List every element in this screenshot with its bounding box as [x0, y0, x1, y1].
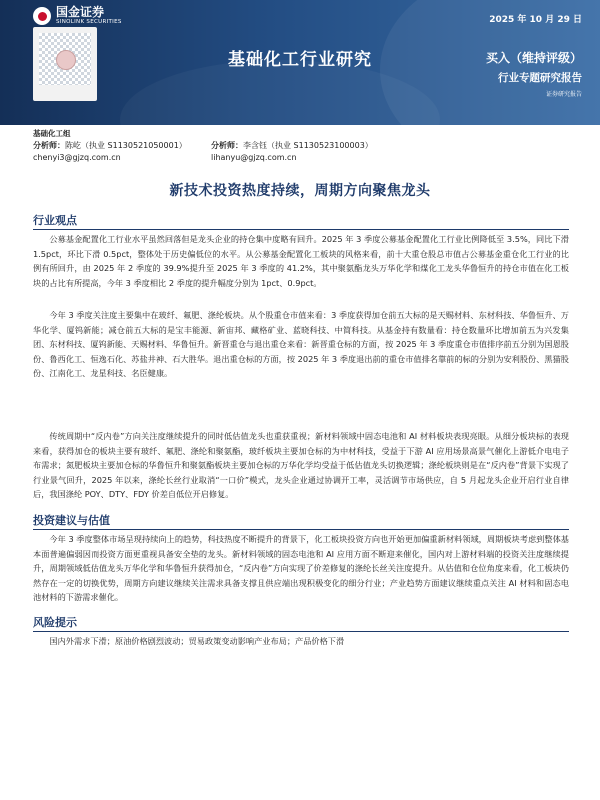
section-title-view: 行业观点: [33, 214, 77, 227]
paragraph: 传统周期中“反内卷”方向关注度继续提升的同时低估值龙头也重获重视；新材料领域中固态电池和 AI 材料板块表现亮眼。从细分板块标的表现来看，获得加仓的板块主要有玻纤、氟肥、涤纶和聚氨酯，玻纤板块主要加仓标的为中材科技，受益于下游 AI 应用场景高景气催化上游低介电电子布需求；氮肥板块主要加仓标的华鲁恒升和聚氨酯板块主要加仓标的万华化学均受益于低估值龙头切换逻辑；涤纶板块则是在“反内卷”背景下实现了行业景气回升，2025 年以来，涤纶长丝行业取消“一口价”模式，龙头企业通过协调开工率，灵活调节市场供应，自 5 月起龙头企业开启行业自律后，我国涤纶 POY、DTY、FDY 价差自低位开启修复。: [33, 431, 569, 500]
analyst-email[interactable]: chenyi3@gjzq.com.cn: [33, 153, 121, 162]
report-headline: 新技术投资热度持续，周期方向聚焦龙头: [169, 183, 431, 199]
paragraph: 今年 3 季度整体市场呈现持续向上的趋势，科技热度不断提升的背景下，化工板块投资方向也开始更加偏重新材料领域，周期板块考虑到整体基本面普遍偏弱因而投资方面更重视具备安全垫的龙头。新材料领域的固态电池和 AI 应用方面不断迎来催化，国内对上游材料端的投资关注度继续提升，周期领域低估值龙头万华化学和华鲁恒升获得加仓，“反内卷”方向实现了价差修复的涤纶长丝关注度提升。从估值和仓位角度来看，化工板块仍然存在一定的切换优势，周期方向建议继续关注需求具备支撑且供应端出现积极变化的细分行业；产业趋势方面建议继续重点关注 AI 材料和固态电池材料的下游需求催化。: [33, 534, 569, 603]
report-date: 2025 年 10 月 29 日: [489, 15, 582, 25]
company-logo: [33, 6, 122, 26]
analyst-email[interactable]: lihanyu@gjzq.com.cn: [211, 153, 297, 162]
analyst-name: 陈屹（执业 S1130521050001）: [65, 141, 187, 150]
analyst-label: 分析师：: [211, 141, 243, 150]
report-subtitle: 证券研究报告: [545, 91, 582, 98]
rating-badge: 买入（维持评级）: [485, 51, 582, 65]
section-divider: [33, 631, 569, 632]
analyst-label: 分析师：: [33, 141, 65, 150]
research-group: 基础化工组: [33, 129, 71, 138]
report-title: 基础化工行业研究: [228, 50, 372, 70]
report-type: 行业专题研究报告: [498, 72, 582, 84]
logo-en: SINOLINK SECURITIES: [56, 19, 122, 25]
report-header: [0, 0, 600, 125]
paragraph: 今年 3 季度关注度主要集中在玻纤、氟肥、涤纶板块。从个股重仓市值来看：3 季度获得加仓前五大标的是天赐材料、东材科技、华鲁恒升、万华化学、厦钨新能；减仓前五大标的是宝丰能源、新宙邦、藏格矿业、蓝晓科技、中简科技。从基金持有数量看：持仓数量环比增加前五为兴发集团、东材科技、厦钨新能、天赐材料、华鲁恒升。新晋重仓与退出重仓来看：新晋重仓标的方面，按 2025 年 3 季度重仓市值排序前五分别为国恩股份、鲁西化工、恒逸石化、苏盐井神、石大胜华。退出重仓标的方面，按 2025 年 3 季度退出前的重仓市值排名靠前的标的分别为安利股份、黑猫股份、江南化工、龙星科技、名臣健康。: [33, 310, 569, 379]
section-divider: [33, 529, 569, 530]
paragraph: 国内外需求下滑；原油价格剧烈波动；贸易政策变动影响产业布局；产品价格下滑: [49, 636, 345, 646]
section-divider: [33, 229, 569, 230]
section-title-risk: 风险提示: [33, 616, 77, 629]
logo-cn: 国金证券: [56, 5, 105, 19]
logo-icon: [33, 7, 51, 25]
paragraph: 公募基金配置化工行业水平虽然回落但是龙头企业的持仓集中度略有回升。2025 年 3 季度公募基金配置化工行业比例降低至 3.5%，同比下滑 1.5pct，环比下滑 0.5pct，整体处于历史偏低位的水平。从公募基金配置化工板块的风格来看，前十大重仓股总市值占公募基金重仓化工行业的比例有所回升，由 2025 年 2 季度的 39.9%提升至 2025 年 3 季度的 41.2%，其中聚氨酯龙头万华化学和煤化工龙头华鲁恒升的持仓市值在化工板块的占比有所提高，今年 3 季度相比 2 季度的提升幅度分别为 1pct、0.9pct。: [33, 234, 569, 288]
analyst-name: 李含钰（执业 S1130523100003）: [243, 141, 373, 150]
author-block: [33, 128, 471, 164]
section-title-advice: 投资建议与估值: [33, 514, 110, 527]
